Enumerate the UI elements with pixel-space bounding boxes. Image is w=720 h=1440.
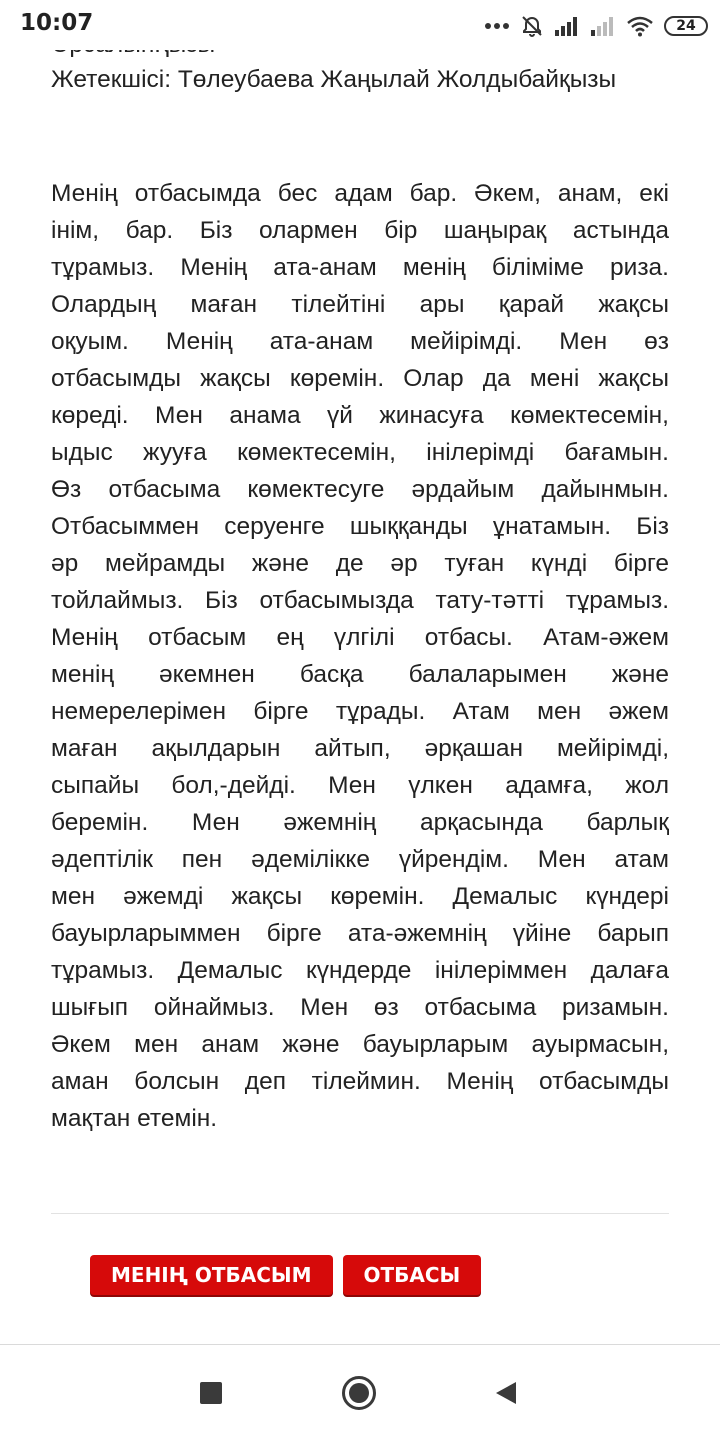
- paragraph-line: Менің отбасым ең үлгілі отбасы. Атам-әжем: [51, 624, 669, 651]
- paragraph-line: ыдыс жууға көмектесемін, інілерімді бағамын.: [51, 439, 669, 466]
- back-triangle-icon[interactable]: [494, 1381, 518, 1405]
- tag-menin-otbasym[interactable]: МЕНІҢ ОТБАСЫМ: [90, 1255, 333, 1295]
- navigation-bar: [0, 1345, 720, 1440]
- paragraph-line: тойлаймыз. Біз отбасымызда тату-тәтті тұрамыз.: [51, 587, 669, 614]
- paragraph-line: Олардың маған тілейтіні ары қарай жақсы: [51, 291, 669, 318]
- essay-paragraph: [51, 175, 669, 1137]
- paragraph-line: отбасымды жақсы көремін. Олар да мені жақсы: [51, 365, 669, 392]
- paragraph-line: аман болсын деп тілеймин. Менің отбасымды: [51, 1068, 669, 1095]
- paragraph-line: оқуым. Менің ата-анам мейірімді. Мен өз: [51, 328, 669, 355]
- more-dots-icon: [484, 22, 510, 30]
- paragraph-line: Отбасыммен серуенге шыққанды ұнатамын. Біз: [51, 513, 669, 540]
- paragraph-line: әр мейрамды және де әр туған күнді бірге: [51, 550, 669, 577]
- paragraph-line: Өз отбасыма көмектесуге әрдайым дайынмын.: [51, 476, 669, 503]
- paragraph-line: бауырларыммен бірге ата-әжемнің үйіне барып: [51, 920, 669, 947]
- paragraph-line: мақтан етемін.: [51, 1105, 218, 1132]
- status-icons: [484, 12, 708, 40]
- paragraph-line: інім, бар. Біз олармен бір шаңырақ астында: [51, 217, 669, 244]
- alarm-off-icon: [520, 14, 544, 38]
- paragraph-line: маған ақылдарын айтып, әрқашан мейірімді,: [51, 735, 669, 762]
- paragraph-line: әдептілік пен әдемілікке үйрендім. Мен атам: [51, 846, 669, 873]
- paragraph-line: Менің отбасымда бес адам бар. Әкем, анам, екі: [51, 180, 669, 207]
- signal-icon: [554, 16, 580, 36]
- paragraph-line: тұрамыз. Демалыс күндерде інілеріммен далаға: [51, 957, 669, 984]
- paragraph-line: шығып ойнаймыз. Мен өз отбасыма ризамын.: [51, 994, 669, 1021]
- paragraph-line: менің әкемнен басқа балаларымен және: [51, 661, 669, 688]
- paragraph-line: беремін. Мен әжемнің арқасында барлық: [51, 809, 669, 836]
- signal-weak-icon: [590, 16, 616, 36]
- tag-otbasy[interactable]: ОТБАСЫ: [343, 1255, 482, 1295]
- tag-list: [90, 1255, 481, 1295]
- supervisor-line: Жетекшісі: Төлеубаева Жаңылай Жолдыбайқызы: [51, 66, 617, 93]
- content-divider: [51, 1213, 669, 1214]
- battery-icon: 24: [664, 16, 708, 36]
- home-circle-icon[interactable]: [341, 1375, 377, 1411]
- paragraph-line: немерелерімен бірге тұрады. Атам мен әжем: [51, 698, 669, 725]
- status-time: 10:07: [20, 10, 94, 36]
- paragraph-line: Әкем мен анам және бауырларым ауырмасын,: [51, 1031, 669, 1058]
- status-bar: [0, 0, 720, 50]
- paragraph-line: тұрамыз. Менің ата-анам менің біліміме риза.: [51, 254, 669, 281]
- recents-square-icon[interactable]: [200, 1382, 222, 1404]
- wifi-icon: [626, 15, 654, 37]
- paragraph-line: мен әжемді жақсы көремін. Демалыс күндері: [51, 883, 669, 910]
- paragraph-line: көреді. Мен анама үй жинасуға көмектесемін,: [51, 402, 669, 429]
- paragraph-line: сыпайы бол,-дейді. Мен үлкен адамға, жол: [51, 772, 669, 799]
